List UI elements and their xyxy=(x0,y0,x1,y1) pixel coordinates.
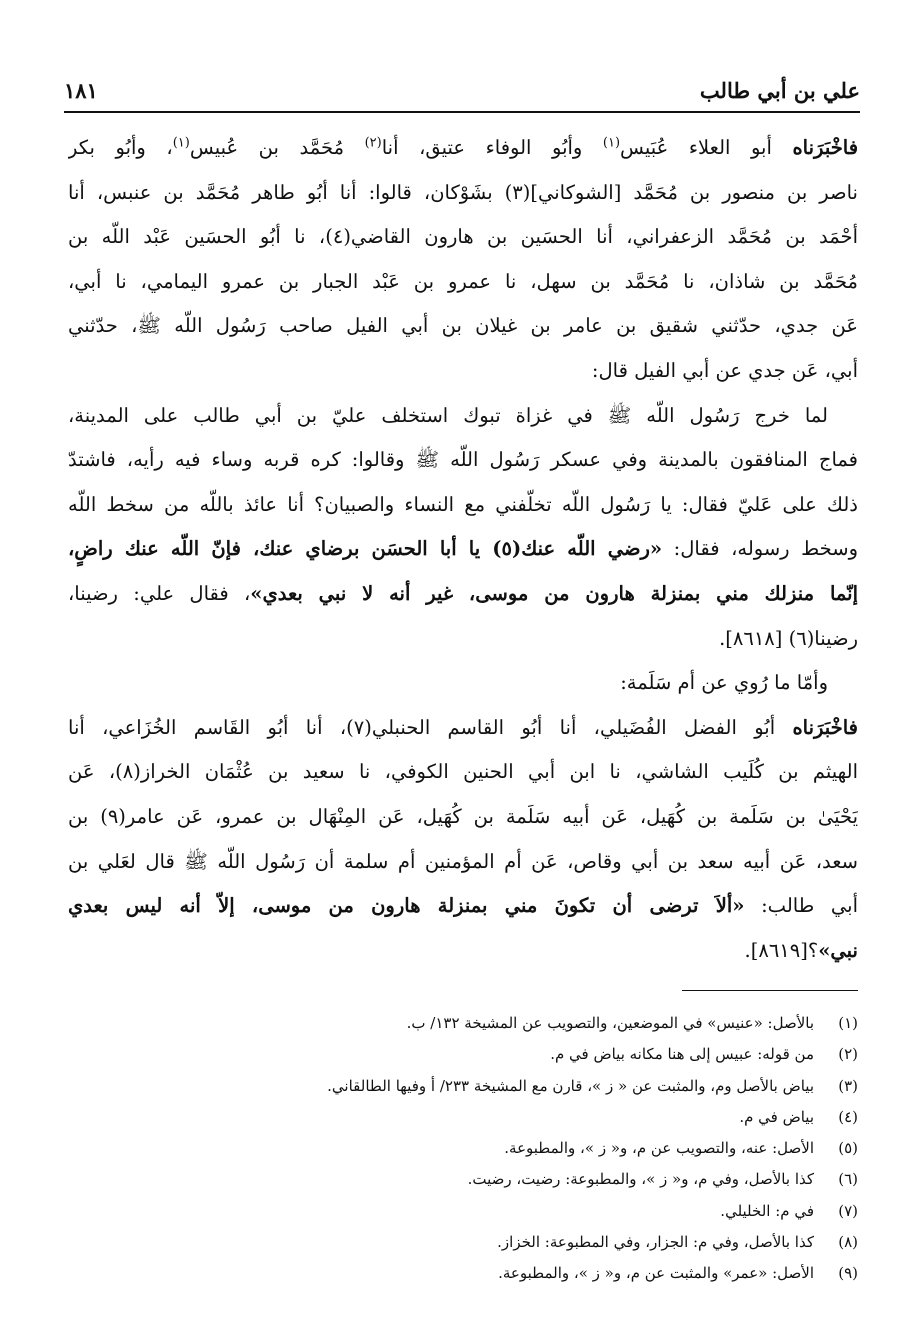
hadith-quote: نبي» xyxy=(818,938,858,962)
text-run: أبُو الفضل الفُضَيلي، أنا أبُو القاسم الحنبلي(٧)، أنا أبُو القَاسم الخُزَاعي، أنا xyxy=(68,715,793,739)
footnotes xyxy=(70,1008,858,1290)
footnote-number: (٩) xyxy=(838,1264,858,1283)
footnote-text: الأصل: عنه، والتصويب عن م، و« ز »، والمطبوعة. xyxy=(504,1139,814,1158)
text-line: ناصر بن منصور بن مُحَمَّد [الشوكاني](٣) بشَوْكان، قالوا: أنا أبُو طاهر مُحَمَّد بن عنبس، أنا xyxy=(68,180,858,204)
text-line xyxy=(68,527,858,572)
paragraph-1 xyxy=(68,126,858,394)
bold-lead-word: فاخْبَرَناه xyxy=(792,136,858,159)
footnote-item xyxy=(70,1071,858,1102)
text-run: مُحَمَّد بن عُبيس xyxy=(189,136,365,159)
text-line: يَحْيَىٰ بن سَلَمة بن كُهَيل، عَن أبيه سَلَمة بن كُهَيل، عَن المِنْهَال بن عمرو، عَن عامر(٩) بن xyxy=(68,804,858,828)
text-line xyxy=(68,706,858,751)
text-line: لما خرج رَسُول اللّه ﷺ في غزاة تبوك استخلف عليّ بن أبي طالب على المدينة، xyxy=(68,403,828,427)
text-line: ذلك على عَليّ فقال: يا رَسُول اللّه تخلّفني مع النساء والصبيان؟ أنا عائذ باللّه من سخط اللّه xyxy=(68,492,858,516)
text-line: فماج المنافقون بالمدينة وفي عسكر رَسُول اللّه ﷺ وقالوا: كره قربه وساء فيه رأيه، فاشتدّ xyxy=(68,448,858,472)
footnote-item xyxy=(70,1133,858,1164)
footnote-number: (٢) xyxy=(838,1045,858,1064)
text-line: أبي، عَن جدي عن أبي الفيل قال: xyxy=(591,358,858,382)
text-line xyxy=(68,884,858,929)
header-title: علي بن أبي طالب xyxy=(699,77,860,103)
footnote-item xyxy=(70,1039,858,1070)
text-run: ، فقال علي: رضينا، xyxy=(68,581,251,605)
footnote-number: (٧) xyxy=(838,1201,858,1220)
footnote-text: من قوله: عبيس إلى هنا مكانه بياض في م. xyxy=(550,1045,814,1064)
main-text xyxy=(68,126,858,973)
text-line: الهيثم بن كُلَيب الشاشي، نا ابن أبي الحنين الكوفي، نا سعيد بن عُثْمَان الخراز(٨)، عَن xyxy=(68,760,858,784)
text-line xyxy=(68,929,858,974)
text-run: وسخط رسوله، فقال: xyxy=(662,537,858,561)
text-line: سعد، عَن أبيه سعد بن أبي وقاص، عَن أم المؤمنين أم سلمة أن رَسُول اللّه ﷺ قال لعَلي بن xyxy=(68,849,858,873)
footnote-item xyxy=(70,1258,858,1289)
text-line: أحْمَد بن مُحَمَّد الزعفراني، أنا الحسَين بن هارون القاضي(٤)، نا أبُو الحسَين عَبْد اللّه بن xyxy=(68,225,858,249)
header-divider xyxy=(64,111,860,113)
text-line xyxy=(68,126,858,171)
hadith-quote: «ألاَ ترضى أن تكونَ مني بمنزلة هارون من موسى، إلاّ أنه ليس بعدي xyxy=(68,894,745,918)
text-run: أبو العلاء عُبَيس xyxy=(620,136,793,159)
text-line: مُحَمَّد بن شاذان، نا مُحَمَّد بن سهل، نا عمرو بن عَبْد الجبار بن عمرو اليمامي، نا أبي، xyxy=(68,269,858,293)
paragraph-2 xyxy=(68,394,858,662)
text-run: أبي طالب: xyxy=(744,894,858,918)
footnote-text: بياض في م. xyxy=(739,1107,814,1126)
footnote-ref: (١) xyxy=(172,135,190,151)
footnote-item xyxy=(70,1102,858,1133)
footnote-item xyxy=(70,1196,858,1227)
footnote-number: (٤) xyxy=(838,1107,858,1126)
footnote-item xyxy=(70,1164,858,1195)
text-line: رضينا(٦) [٨٦١٨]. xyxy=(719,626,858,650)
footnote-item xyxy=(70,1008,858,1039)
footnote-text: كذا بالأصل، وفي م، و« ز »، والمطبوعة: رضيت، رضيت. xyxy=(467,1170,814,1189)
footnote-text: الأصل: «عمر» والمثبت عن م، و« ز »، والمطبوعة. xyxy=(498,1264,814,1283)
hadith-quote: «رضي اللّه عنك(٥) يا أبا الحسَن برضاي عنك، فإنّ اللّه عنك راضٍ، xyxy=(68,537,663,561)
bold-lead-word: فاخْبَرَناه xyxy=(792,715,858,739)
text-line xyxy=(68,572,858,617)
hadith-quote: إنّما منزلك مني بمنزلة هارون من موسى، غير أنه لا نبي بعدي» xyxy=(250,581,858,605)
text-run: ، وأبُو بكر xyxy=(68,136,173,159)
footnote-text: بالأصل: «عنيس» في الموضعين، والتصويب عن المشيخة ١٣٢/ ب. xyxy=(406,1014,814,1032)
footnote-ref: (١) xyxy=(602,135,621,151)
footnote-number: (١) xyxy=(838,1014,858,1032)
text-line: عَن جدي، حدّثني شقيق بن عامر بن غيلان بن أبي الفيل صاحب رَسُول اللّه ﷺ، حدّثني xyxy=(68,314,858,338)
paragraph-3 xyxy=(68,661,858,706)
footnote-text: بياض بالأصل وم، والمثبت عن « ز »، قارن مع المشيخة ٢٣٣/ أ وفيها الطالقاني. xyxy=(327,1076,814,1095)
footnote-number: (٦) xyxy=(838,1170,858,1189)
footnote-text: كذا بالأصل، وفي م: الجزار، وفي المطبوعة: الخزاز. xyxy=(497,1233,814,1252)
footnote-number: (٣) xyxy=(838,1076,858,1095)
text-run: وأبُو الوفاء عتيق، أنا xyxy=(381,136,603,159)
footnote-number: (٨) xyxy=(838,1233,858,1252)
footnote-item xyxy=(70,1227,858,1258)
page-number: ١٨١ xyxy=(64,77,98,103)
text-run: ؟[٨٦١٩]. xyxy=(744,938,819,962)
text-line: وأمّا ما رُوي عن أم سَلَمة: xyxy=(620,671,828,695)
footnote-divider xyxy=(682,990,858,991)
footnote-text: في م: الخليلي. xyxy=(720,1201,814,1220)
running-header xyxy=(64,72,860,108)
footnote-ref: (٢) xyxy=(364,135,382,151)
footnote-number: (٥) xyxy=(838,1139,858,1158)
paragraph-4 xyxy=(68,706,858,974)
